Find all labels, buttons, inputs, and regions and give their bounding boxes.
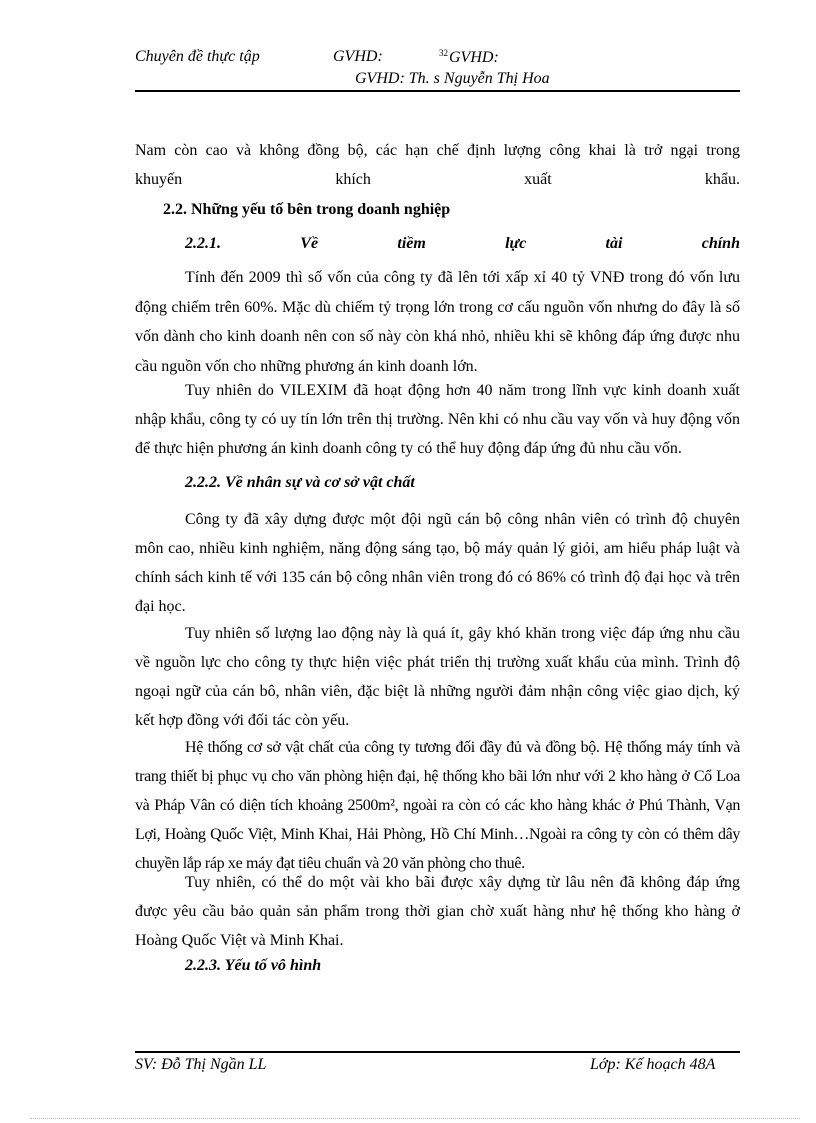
heading-word: lực (505, 235, 527, 252)
section-heading-2-2: 2.2. Những yếu tố bên trong doanh nghiệp (163, 201, 451, 218)
heading-word: chính (701, 235, 740, 252)
section-heading-2-2-1 (185, 235, 740, 253)
footer-divider (135, 1051, 740, 1053)
paragraph-warehouses: Tuy nhiên, có thể do một vài kho bãi được xây dựng từ lâu nên đã không đáp ứng được yêu cầu bảo quản sản phẩm trong thời gian chờ xuất hàng như hệ thống kho hàng ở Hoàng Quốc Việt và Minh Khai. (135, 874, 740, 949)
word: khẩu. (704, 171, 740, 188)
page-number: 32 (439, 48, 448, 58)
paragraph-continuation (135, 136, 740, 194)
header-divider (135, 90, 740, 92)
header-advisor-label: GVHD: (333, 48, 383, 65)
heading-word: Về (300, 235, 319, 252)
heading-word: tài (605, 235, 623, 252)
word: khuyến (135, 171, 183, 188)
heading-word: tiềm (397, 235, 426, 252)
paragraph-staff: Công ty đã xây dựng được một đội ngũ cán bộ công nhân viên có trình độ chuyên môn cao, nhiều kinh nghiệm, năng động sáng tạo, bộ máy quản lý giỏi, am hiểu pháp luật và chính sách kinh tế với 135 cán bộ công nhân viên trong đó có 86% có trình độ đại học và trên đại học. (135, 511, 740, 615)
header-advisor-text: GVHD: (449, 49, 499, 66)
paragraph-line: Nam còn cao và không đồng bộ, các hạn chế định lượng công khai là trở ngại trong (135, 142, 740, 159)
word: khích (335, 171, 371, 188)
header-title: Chuyên đề thực tập (135, 48, 260, 65)
header-advisor-name: GVHD: Th. s Nguyễn Thị Hoa (355, 70, 550, 87)
footer-class: Lớp: Kế hoạch 48A (590, 1056, 716, 1073)
paragraph-staff-limits: Tuy nhiên số lượng lao động này là quá ít, gây khó khăn trong việc đáp ứng nhu cầu về nguồn lực cho công ty thực hiện việc phát triển thị trường xuất khẩu của mình. Trình độ ngoại ngữ của cán bô, nhân viên, đặc biệt là những người đảm nhận công việc giao dịch, ký kết hợp đồng với đối tác còn yếu. (135, 625, 740, 729)
footer-student: SV: Đỗ Thị Ngần LL (135, 1056, 267, 1073)
section-heading-2-2-3: 2.2.3. Yếu tố vô hình (185, 957, 322, 974)
header-advisor-label-2 (439, 48, 499, 67)
paragraph-reputation: Tuy nhiên do VILEXIM đã hoạt động hơn 40 năm trong lĩnh vực kinh doanh xuất nhập khẩu, công ty có uy tín lớn trên thị trường. Nên khi có nhu cầu vay vốn và huy động vốn để thực hiện phương án kinh doanh công ty có thể huy động đáp ứng đủ nhu cầu vốn. (135, 382, 740, 457)
paragraph-facilities: Hệ thống cơ sở vật chất của công ty tương đối đầy đủ và đồng bộ. Hệ thống máy tính và trang thiết bị phục vụ cho văn phòng hiện đại, hệ thống kho bãi lớn như với 2 kho hàng ở Cổ Loa và Pháp Vân có diện tích khoảng 2500m², ngoài ra còn có các kho hàng khác ở Phú Thành, Vạn Lợi, Hoàng Quốc Việt, Minh Khai, Hải Phòng, Hồ Chí Minh…Ngoài ra công ty còn có thêm dây chuyền lắp ráp xe máy đạt tiêu chuẩn và 20 văn phòng cho thuê. (135, 739, 740, 872)
heading-word: 2.2.1. (185, 235, 221, 252)
paragraph-capital: Tính đến 2009 thì số vốn của công ty đã lên tới xấp xỉ 40 tỷ VNĐ trong đó vốn lưu động chiếm trên 60%. Mặc dù chiếm tỷ trọng lớn trong cơ cấu nguồn vốn nhưng do đây là số vốn dành cho kinh doanh nên con số này còn khá nhỏ, nhiều khi sẽ không đáp ứng được nhu cầu nguồn vốn cho những phương án kinh doanh lớn. (135, 269, 740, 375)
page-bottom-edge (30, 1118, 800, 1119)
page-header (135, 48, 740, 68)
paragraph-line-spread (135, 165, 740, 194)
section-heading-2-2-2: 2.2.2. Về nhân sự và cơ sở vật chất (185, 474, 415, 491)
word: xuất (524, 171, 552, 188)
